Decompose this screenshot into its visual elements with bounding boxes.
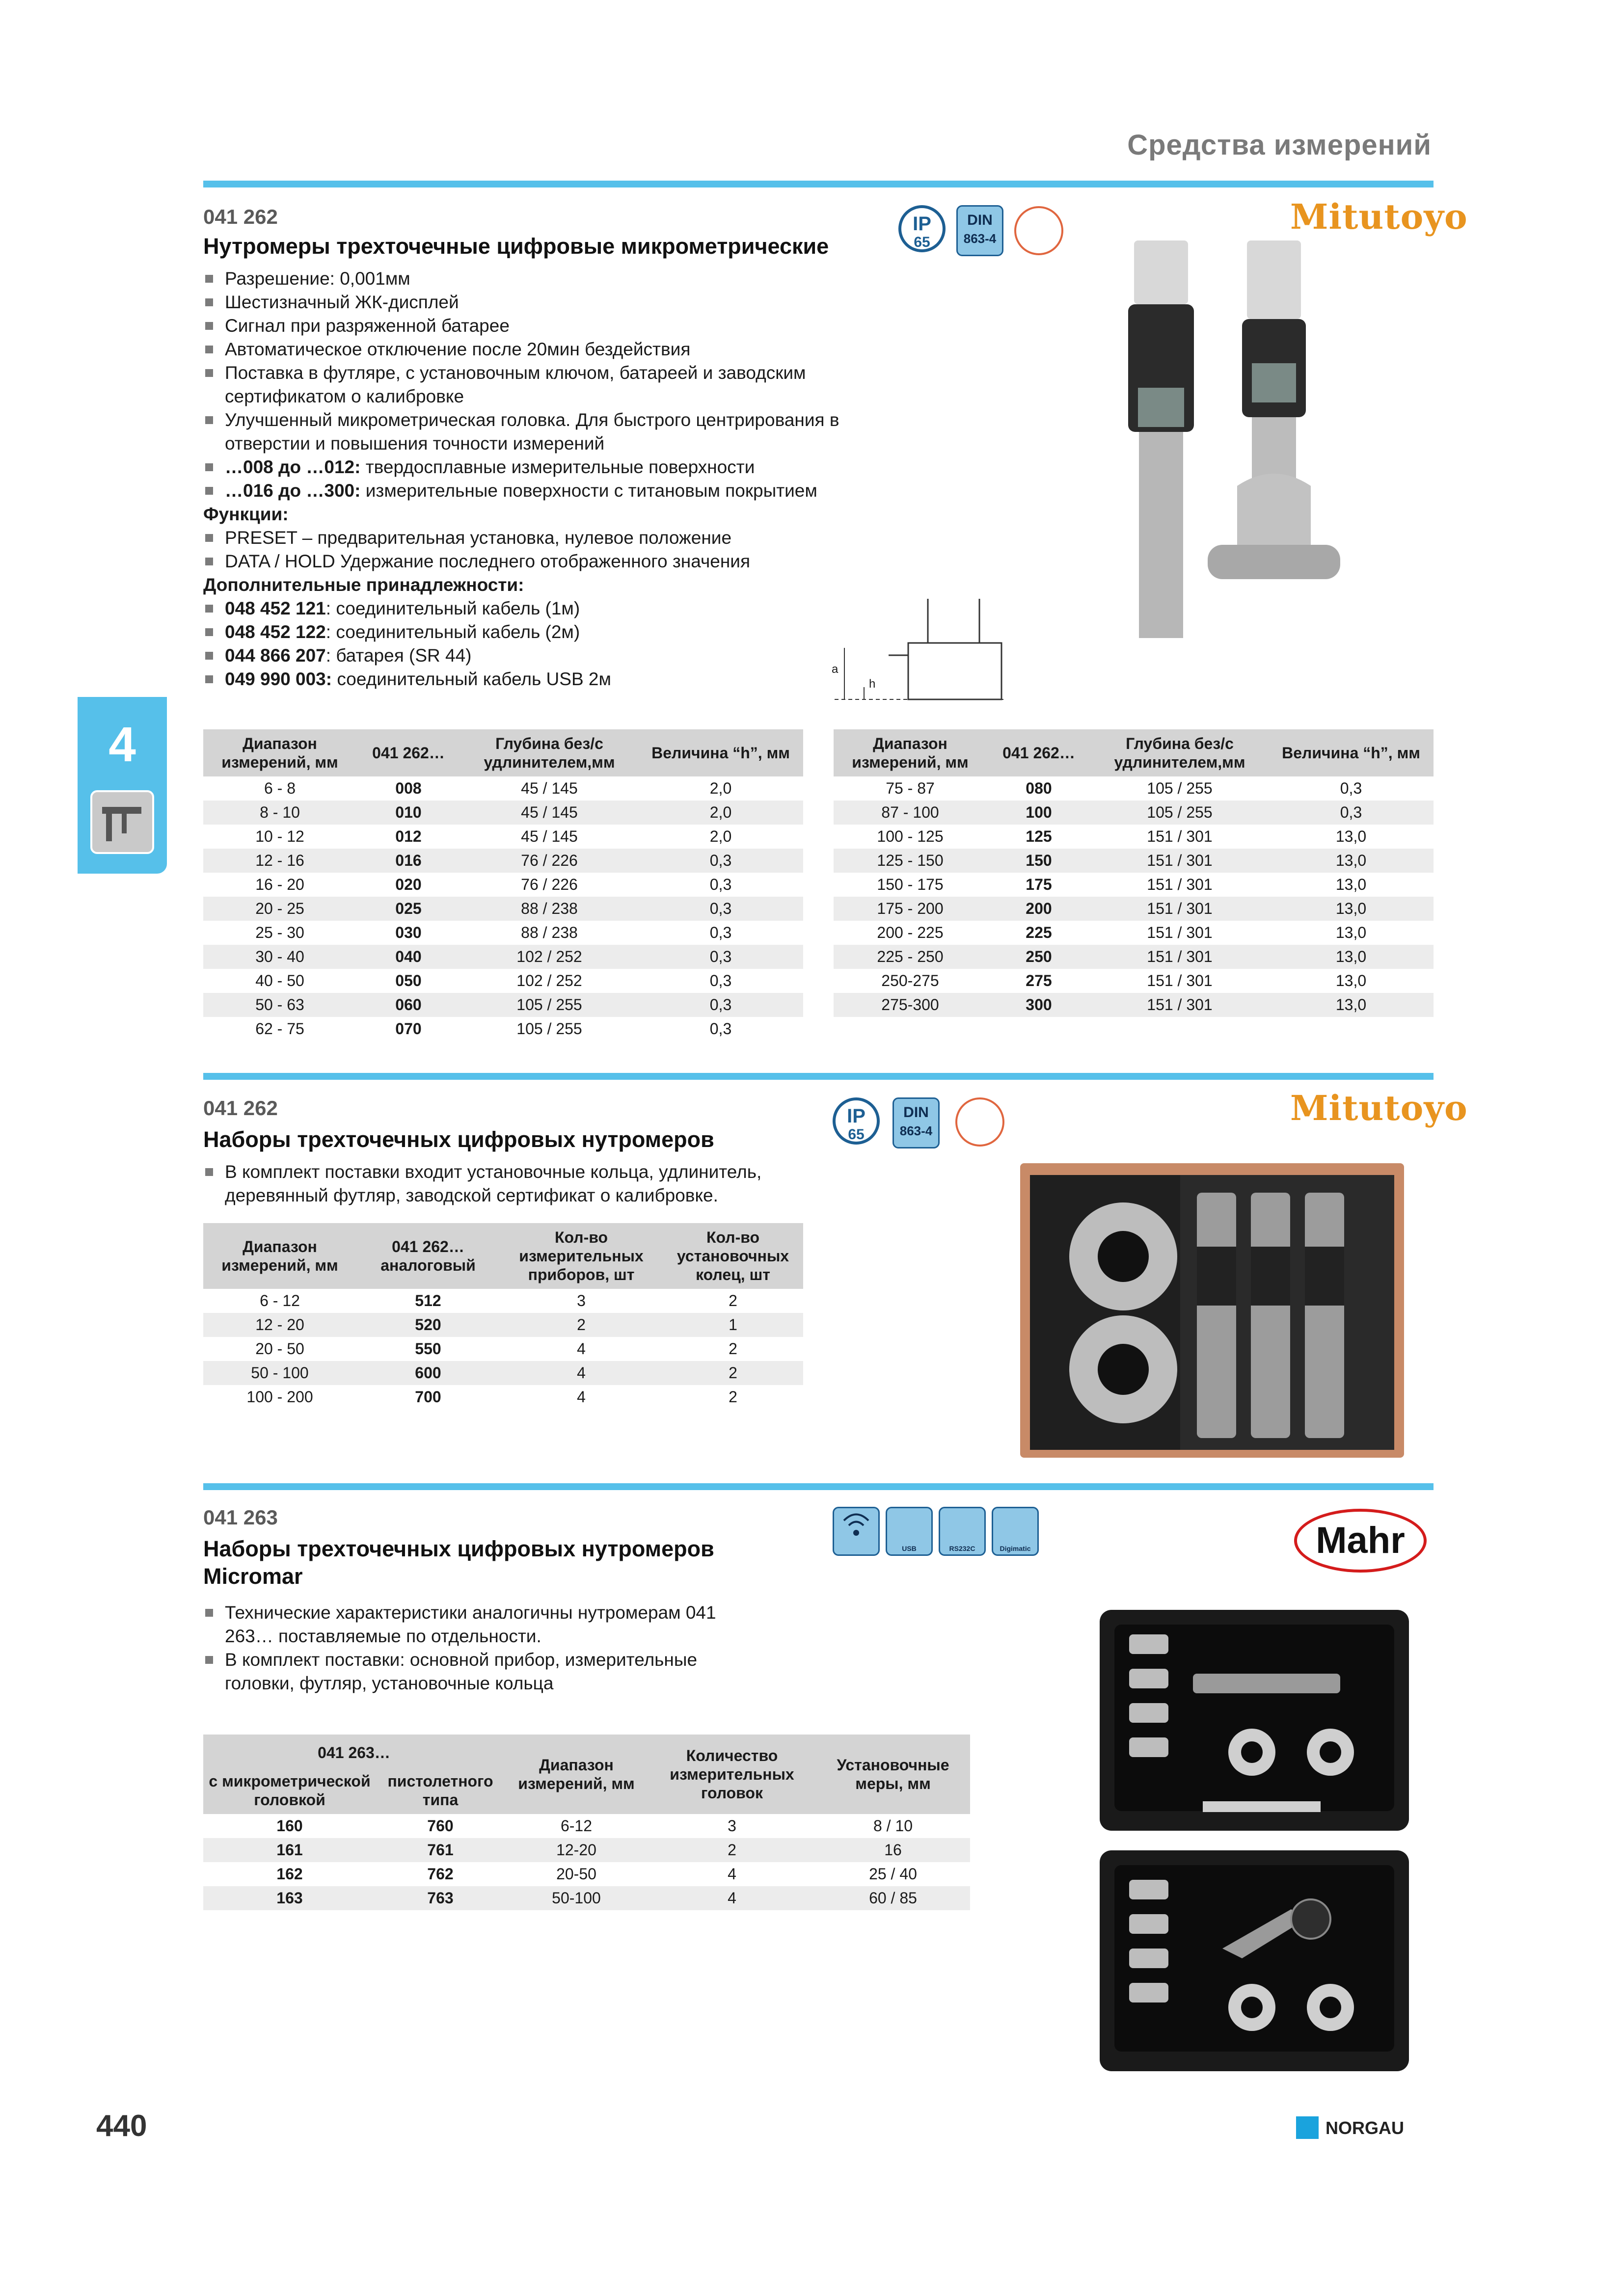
product-photo-micromar-cases	[1095, 1605, 1419, 2076]
accessories-list	[203, 597, 891, 691]
section-rule	[203, 1073, 1434, 1080]
table-row: 16 - 20 020 76 / 226 0,3	[255, 876, 732, 893]
din-badge: DIN 863-4	[893, 1097, 940, 1148]
table-row: 150 - 175 175 151 / 301 13,0	[877, 876, 1367, 893]
chapter-number: 4	[108, 717, 136, 772]
accessories-heading: Дополнительные принадлежности:	[203, 575, 524, 595]
table-row: 6 - 12 512 3 2	[260, 1292, 737, 1309]
features-list	[203, 1601, 743, 1695]
dimension-diagram	[830, 599, 1011, 707]
features-list	[203, 267, 891, 503]
chapter-tab[interactable]	[78, 697, 167, 874]
table-row: 50 - 63 060 105 / 255 0,3	[203, 993, 803, 1017]
table-row: 125 - 150 150 151 / 301 13,0	[834, 849, 1434, 873]
digimatic-icon: Digimatic	[992, 1507, 1039, 1556]
header-rule	[203, 181, 1434, 187]
usb-icon: USB	[886, 1507, 933, 1556]
table-row: 20 - 50 550 4 2	[255, 1340, 737, 1358]
brand-logo-mitutoyo: Mitutoyo	[1290, 1088, 1468, 1128]
feature-item: Шестизначный ЖК-дисплей	[203, 291, 891, 314]
norgau-brand: NORGAU	[1325, 2118, 1404, 2138]
table-row: 8 - 10 010 45 / 145 2,0	[203, 801, 803, 825]
spec-table-left: Диапазон измерений, мм 041 262… Глубина без/с удлинителем,мм Величина “h”, мм 6 - 8 008 45 / 145 2,0 8 - 10 010 45 / 145 2,0 10 - 12 012 45 / 145 2,0 12 - 16 016 76 / 226 0,3 16 - 20 020 76 / 226 0,3 20 - 25 025 88 / 238 0,3 25 - 30 030 88 / 238 0,3 30 - 40 040 102 / 252 0,3 40 - 50 050 102 / 252 0,3 50 - 63 060 105 / 255 0,3 62 - 75 070 105 / 255 0,3	[203, 729, 803, 1041]
accessory-item: 044 866 207: батарея (SR 44)	[203, 644, 891, 667]
product-photo-wooden-case	[1020, 1163, 1404, 1463]
caliper-icon	[90, 790, 154, 854]
certificate-stamp-icon	[955, 1097, 1004, 1147]
section-title: Средства измерений	[1127, 129, 1432, 161]
table-row: 62 - 75 070 105 / 255 0,3	[255, 1020, 732, 1038]
table-row: 50 - 100 600 4 2	[203, 1361, 803, 1385]
rs232c-icon: RS232C	[939, 1507, 986, 1556]
feature-item: Улучшенный микрометрическая головка. Для быстрого центрирования в отверстии и повышения точности измерений	[203, 408, 878, 455]
table-row: 162 762 20-50 4 25 / 40	[276, 1865, 917, 1883]
table-row: 200 - 225 225 151 / 301 13,0	[877, 924, 1367, 941]
brand-logo-mahr: Mahr	[1294, 1509, 1427, 1573]
table-row: 20 - 25 025 88 / 238 0,3	[203, 897, 803, 921]
product-photo-bore-gauges	[1090, 231, 1434, 712]
features-list	[203, 1160, 807, 1207]
table-row: 87 - 100 100 105 / 255 0,3	[834, 801, 1434, 825]
features-block	[203, 267, 891, 691]
table-row: 250-275 275 151 / 301 13,0	[881, 972, 1367, 989]
table-row: 275-300 300 151 / 301 13,0	[834, 993, 1434, 1017]
table-row: 6 - 8 008 45 / 145 2,0	[264, 779, 732, 797]
set-table: Диапазон измерений, мм 041 262… аналоговый Кол-во измерительных приборов, шт Кол-во установочных колец, шт 6 - 12 512 3 2 12 - 20 520 2 1 20 - 50 550 4 2 50 - 100 600 4 2 100 - 200 700 4 2	[203, 1223, 803, 1409]
table-row: 40 - 50 050 102 / 252 0,3	[255, 972, 732, 989]
page-number: 440	[96, 2109, 147, 2143]
function-item: DATA / HOLD Удержание последнего отображенного значения	[203, 550, 891, 573]
product-code: 041 263	[203, 1506, 278, 1529]
accessory-item: 048 452 121: соединительный кабель (1м)	[203, 597, 891, 620]
table-row: 12 - 16 016 76 / 226 0,3	[203, 849, 803, 873]
section-rule	[203, 1483, 1434, 1490]
table-row: 160 760 6-12 3 8 / 10	[276, 1817, 913, 1835]
table-row: 175 - 200 200 151 / 301 13,0	[834, 897, 1434, 921]
table-row: 100 - 125 125 151 / 301 13,0	[877, 828, 1367, 845]
spec-table-right: Диапазон измерений, мм 041 262… Глубина без/с удлинителем,мм Величина “h”, мм 75 - 87 080 105 / 255 0,3 87 - 100 100 105 / 255 0,3 100 - 125 125 151 / 301 13,0 125 - 150 150 151 / 301 13,0 150 - 175 175 151 / 301 13,0 175 - 200 200 151 / 301 13,0 200 - 225 225 151 / 301 13,0 225 - 250 250 151 / 301 13,0 250-275 275 151 / 301 13,0 275-300 300 151 / 301 13,0	[834, 729, 1434, 1017]
product-title: Наборы трехточечных цифровых нутромеров	[203, 1127, 714, 1152]
functions-heading: Функции:	[203, 504, 289, 524]
table-row: 161 761 12-20 2 16	[203, 1838, 970, 1862]
table-row: 100 - 200 700 4 2	[246, 1388, 737, 1406]
product-title: Нутромеры трехточечные цифровые микрометрические	[203, 234, 829, 259]
feature-item: …016 до …300: измерительные поверхности с титановым покрытием	[203, 479, 891, 503]
feature-item: …008 до …012: твердосплавные измерительные поверхности	[203, 455, 891, 479]
functions-list	[203, 526, 891, 573]
table-row: 225 - 250 250 151 / 301 13,0	[834, 945, 1434, 969]
product-code: 041 262	[203, 205, 278, 228]
label-h: h	[869, 677, 876, 691]
feature-item: Технические характеристики аналогичны нутромерам 041 263… поставляемые по отдельности.	[203, 1601, 743, 1648]
label-a: a	[832, 663, 839, 676]
table-row: 75 - 87 080 105 / 255 0,3	[886, 779, 1362, 797]
norgau-logo-square	[1296, 2116, 1319, 2139]
micromar-table: 041 263… Диапазон измерений, мм Количество измерительных головок Установочные меры, мм с микрометрической головкой пистолетного типа 160 760 6-12 3 8 / 10 161 761 12-20 2 16 162 762 20-50 4 25 / 40 163 763 50-100 4 60 / 85	[203, 1735, 970, 1910]
wireless-icon	[833, 1507, 880, 1556]
accessory-item: 048 452 122: соединительный кабель (2м)	[203, 620, 891, 644]
table-row: 10 - 12 012 45 / 145 2,0	[255, 828, 732, 845]
table-row: 12 - 20 520 2 1	[203, 1313, 803, 1337]
table-row: 30 - 40 040 102 / 252 0,3	[203, 945, 803, 969]
feature-item: В комплект поставки: основной прибор, измерительные головки, футляр, установочные кольца	[203, 1648, 743, 1695]
product-title: Наборы трехточечных цифровых нутромеров Micromar	[203, 1536, 714, 1589]
feature-item: В комплект поставки входит установочные кольца, удлинитель, деревянный футляр, заводской сертификат о калибровке.	[203, 1160, 807, 1207]
table-row: 25 - 30 030 88 / 238 0,3	[255, 924, 732, 941]
product-code: 041 262	[203, 1096, 278, 1120]
table-row: 163 763 50-100 4 60 / 85	[203, 1886, 970, 1910]
feature-item: Разрешение: 0,001мм	[203, 267, 891, 291]
function-item: PRESET – предварительная установка, нулевое положение	[203, 526, 891, 550]
brand-logo-mitutoyo: Mitutoyo	[1290, 196, 1468, 237]
din-badge: DIN 863-4	[956, 205, 1003, 256]
ip65-badge: IP 65	[833, 1097, 880, 1145]
accessory-item: 049 990 003: соединительный кабель USB 2м	[203, 667, 891, 691]
ip65-badge: IP 65	[898, 205, 946, 252]
certificate-stamp-icon	[1014, 206, 1063, 255]
feature-item: Автоматическое отключение после 20мин бездействия	[203, 338, 891, 361]
feature-item: Поставка в футляре, с установочным ключом, батареей и заводским сертификатом о калибровке	[203, 361, 868, 408]
feature-item: Сигнал при разряженной батарее	[203, 314, 891, 338]
